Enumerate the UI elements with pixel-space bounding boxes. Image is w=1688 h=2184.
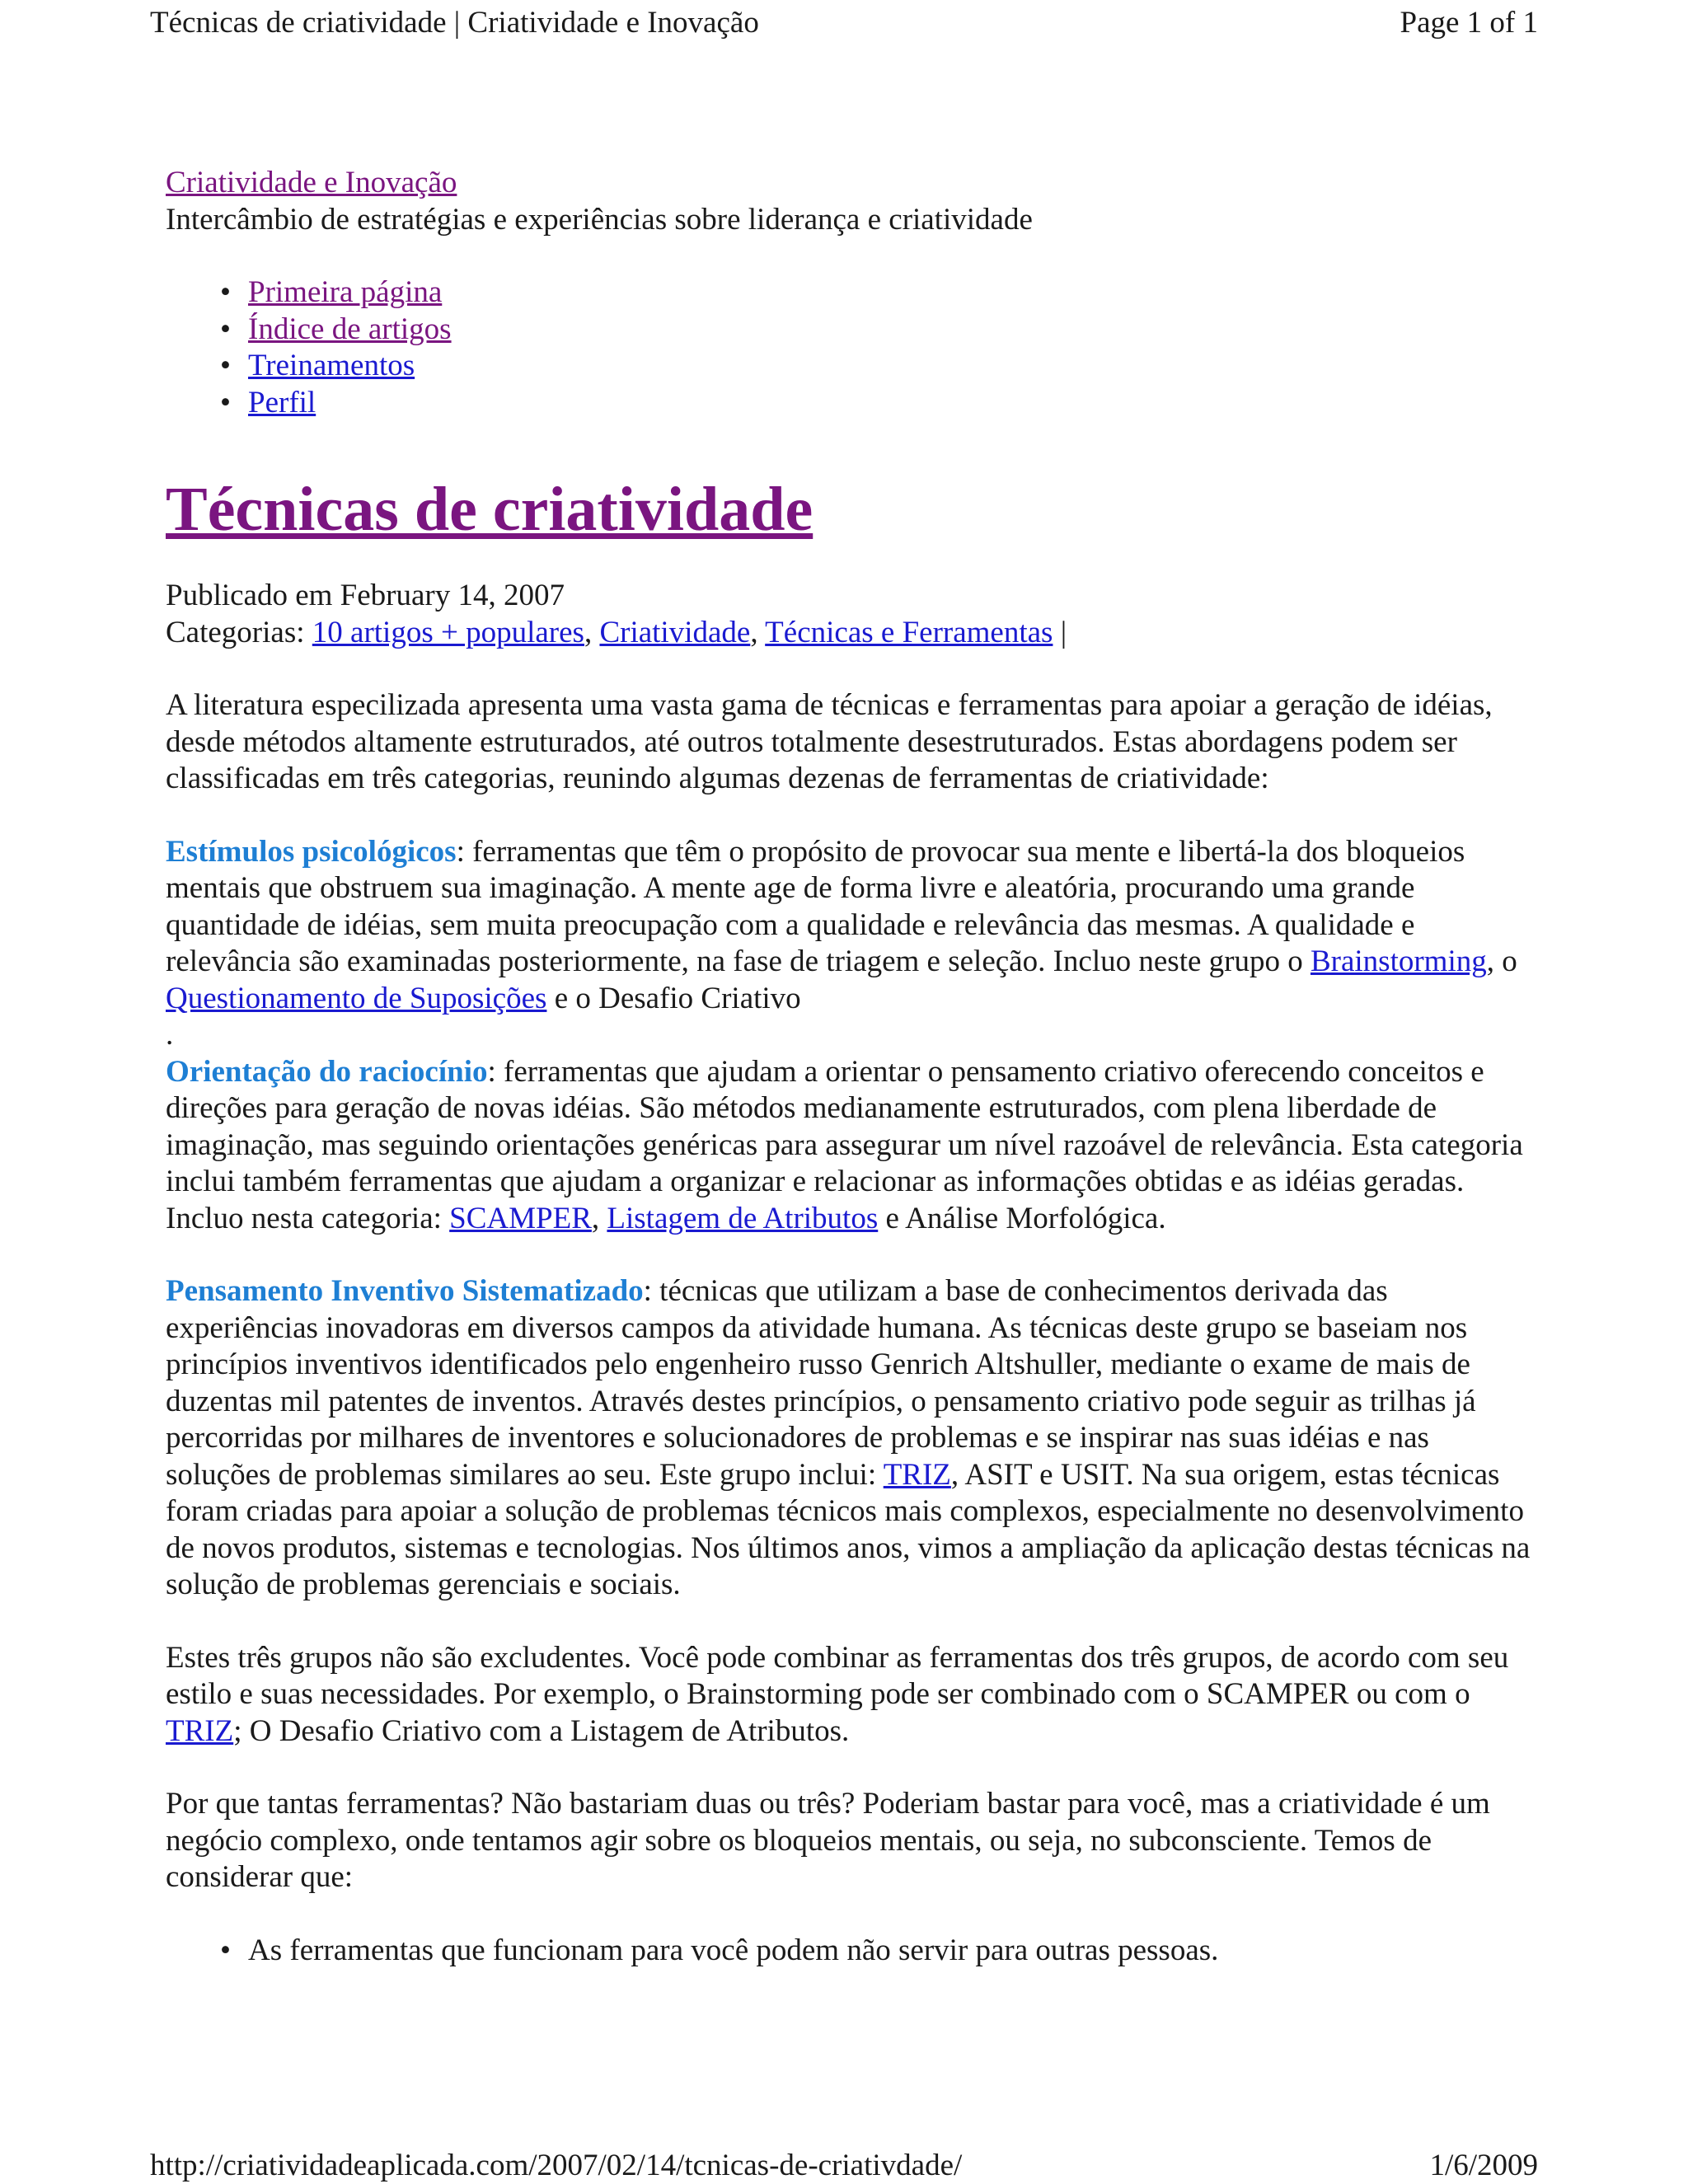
scamper-link[interactable]: SCAMPER: [449, 1201, 592, 1235]
category-link-tecnicas[interactable]: Técnicas e Ferramentas: [765, 615, 1053, 649]
article-title-link[interactable]: Técnicas de criatividade: [166, 475, 814, 544]
category-link-popular[interactable]: 10 artigos + populares: [312, 615, 584, 649]
nav-link-training[interactable]: Treinamentos: [248, 349, 415, 382]
considerations-list: [166, 1933, 1534, 1970]
nav-item-training: [248, 348, 1534, 385]
why-paragraph: Por que tantas ferramentas? Não bastariam duas ou três? Poderiam bastar para você, mas a criatividade é um negócio complexo, onde tentamos agir sobre os bloqueios mentais, ou seja, no subconsciente. Temos de considerar que:: [166, 1787, 1490, 1894]
triz-link-2[interactable]: TRIZ: [166, 1713, 234, 1748]
section-pensamento: Pensamento Inventivo Sistematizado: técnicas que utilizam a base de conhecimentos derivada das experiências inovadoras em diversos campos da atividade humana. As técnicas deste grupo se baseiam nos princípios inventivos identificados pelo engenheiro russo Genrich Altshuller, mediante o exame de mais de duzentas mil patentes de inventos. Através destes princípios, o pensamento criativo pode seguir as trilhas já percorridas por milhares de inventores e solucionadores de problemas e se inspirar nas suas idéias e nas soluções de problemas similares ao seu. Este grupo inclui: TRIZ, ASIT e USIT. Na sua origem, estas técnicas foram criadas para apoiar a solução de problemas técnicos mais complexos, especialmente no desenvolvimento de novos produtos, sistemas e tecnologias. Nos últimos anos, vimos a ampliação da aplicação destas técnicas na solução de problemas gerenciais e sociais.: [166, 1274, 1531, 1601]
nav-item-home: [248, 274, 1534, 312]
triz-link[interactable]: TRIZ: [883, 1457, 951, 1492]
categories-line: Categorias: 10 artigos + populares, Criatividade, Técnicas e Ferramentas |: [166, 615, 1067, 649]
site-tagline: Intercâmbio de estratégias e experiências sobre liderança e criatividade: [166, 202, 1033, 237]
print-footer: [150, 2148, 1538, 2184]
article-meta: [166, 578, 1534, 651]
term-orientacao: Orientação do raciocínio: [166, 1054, 488, 1089]
combination-paragraph: Estes três grupos não são excludentes. Você pode combinar as ferramentas dos três grupos, de acordo com seu estilo e suas necessidades. Por exemplo, o Brainstorming pode ser combinado com o SCAMPER ou com o TRIZ; O Desafio Criativo com a Listagem de Atributos.: [166, 1640, 1509, 1748]
nav-link-profile[interactable]: Perfil: [248, 385, 316, 419]
listagem-atributos-link[interactable]: Listagem de Atributos: [607, 1201, 879, 1235]
intro-paragraph: A literatura especilizada apresenta uma vasta gama de técnicas e ferramentas para apoiar a geração de idéias, desde métodos altamente estruturados, até outros totalmente desestruturados. Estas abordagens podem ser classificadas em três categorias, reunindo algumas dezenas de ferramentas de criatividade:: [166, 688, 1493, 795]
nav-item-index: [248, 312, 1534, 349]
nav-item-profile: [248, 385, 1534, 422]
questionamento-link[interactable]: Questionamento de Suposições: [166, 981, 547, 1015]
list-item: • As ferramentas que funcionam para você podem não servir para outras pessoas.: [248, 1933, 1534, 1970]
term-pensamento: Pensamento Inventivo Sistematizado: [166, 1274, 644, 1308]
nav-link-index[interactable]: Índice de artigos: [248, 312, 452, 346]
nav-link-home[interactable]: Primeira página: [248, 275, 443, 309]
stray-dot: .: [166, 1018, 174, 1052]
article-title: [166, 472, 1534, 546]
print-header-page-count: Page 1 of 1: [1400, 6, 1538, 40]
print-footer-date: 1/6/2009: [1429, 2149, 1538, 2182]
print-footer-url: http://criatividadeaplicada.com/2007/02/14/tcnicas-de-criativdade/: [150, 2149, 963, 2182]
category-link-criatividade[interactable]: Criatividade: [599, 615, 751, 649]
brainstorming-link[interactable]: Brainstorming: [1310, 944, 1487, 978]
categories-label: Categorias:: [166, 615, 312, 649]
print-header: [150, 5, 1538, 41]
published-date: Publicado em February 14, 2007: [166, 579, 565, 612]
term-estimulos: Estímulos psicológicos: [166, 834, 457, 869]
print-header-title: Técnicas de criatividade | Criatividade e Inovação: [150, 6, 759, 40]
site-name-link[interactable]: Criatividade e Inovação: [166, 166, 457, 199]
article-content: [166, 165, 1534, 1969]
main-nav: [166, 274, 1534, 421]
section-estimulos: Estímulos psicológicos: ferramentas que têm o propósito de provocar sua mente e libertá-la dos bloqueios mentais que obstruem sua imaginação. A mente age de forma livre e aleatória, procurando uma grande quantidade de idéias, sem muita preocupação com a qualidade e relevância das mesmas. A qualidade e relevância são examinadas posteriormente, na fase de triagem e seleção. Incluo neste grupo o Brainstorming, o Questionamento de Suposições e o Desafio Criativo . Orientação do raciocínio: ferramentas que ajudam a orientar o pensamento criativo oferecendo conceitos e direções para geração de novas idéias. São métodos medianamente estruturados, com plena liberdade de imaginação, mas seguindo orientações genéricas para assegurar um nível razoável de relevância. Esta categoria inclui também ferramentas que ajudam a organizar e relacionar as informações obtidas e as idéias geradas. Incluo nesta categoria: SCAMPER, Listagem de Atributos e Análise Morfológica.: [166, 834, 1534, 1238]
